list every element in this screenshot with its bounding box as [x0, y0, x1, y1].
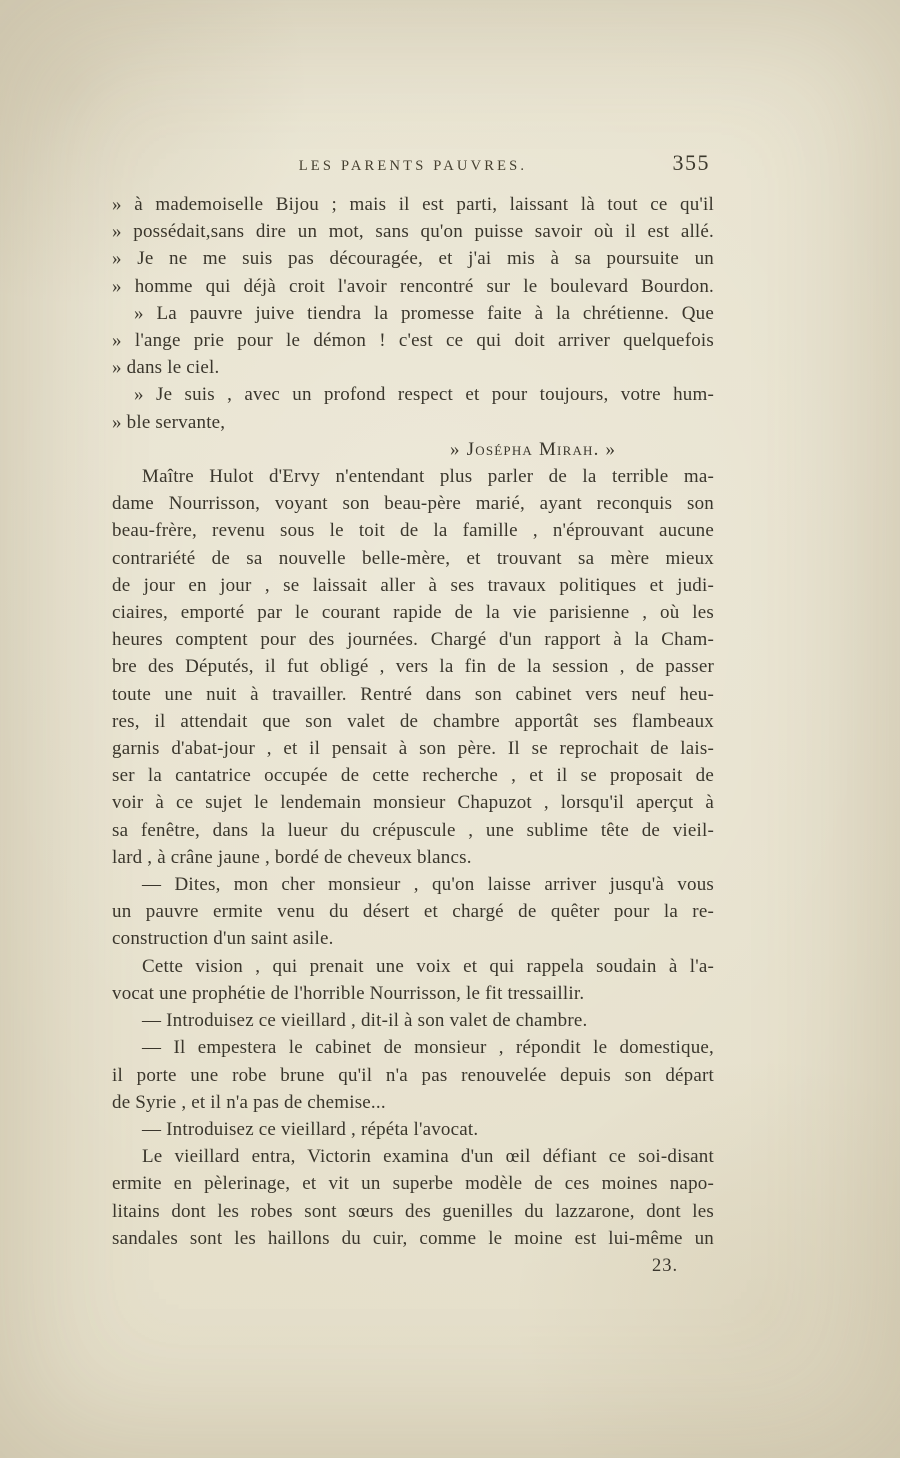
- text-line: toute une nuit à travailler. Rentré dans son cabinet vers neuf heu-: [112, 683, 714, 705]
- text-line: » Je suis , avec un profond respect et pour toujours, votre hum-: [134, 384, 714, 406]
- text-line: vocat une prophétie de l'horrible Nourrisson, le fit tressaillir.: [112, 982, 585, 1004]
- text-line: voir à ce sujet le lendemain monsieur Chapuzot , lorsqu'il aperçut à: [112, 792, 714, 814]
- text-line: Maître Hulot d'Ervy n'entendant plus parler de la terrible ma-: [142, 466, 714, 488]
- text-line: » l'ange prie pour le démon ! c'est ce qui doit arriver quelquefois: [112, 330, 714, 352]
- page-header: [112, 150, 714, 182]
- text-line: — Introduisez ce vieillard , dit-il à son valet de chambre.: [142, 1010, 588, 1032]
- signature-mark: 23.: [652, 1255, 679, 1276]
- running-title: LES PARENTS PAUVRES.: [298, 158, 528, 174]
- text-line: sa fenêtre, dans la lueur du crépuscule , une sublime tête de vieil-: [112, 819, 714, 841]
- text-line: contrariété de sa nouvelle belle-mère, et trouvant sa mère mieux: [112, 547, 714, 569]
- text-line: » possédait,sans dire un mot, sans qu'on puisse savoir où il est allé.: [112, 221, 714, 243]
- text-line: bre des Députés, il fut obligé , vers la fin de la session , de passer: [112, 656, 714, 678]
- text-line: » La pauvre juive tiendra la promesse faite à la chrétienne. Que: [134, 302, 714, 324]
- page-number: 355: [672, 150, 710, 175]
- text-line: il porte une robe brune qu'il n'a pas renouvelée depuis son départ: [112, 1064, 714, 1086]
- text-line: Cette vision , qui prenait une voix et qui rappela soudain à l'a-: [142, 955, 714, 977]
- text-line: » à mademoiselle Bijou ; mais il est parti, laissant là tout ce qu'il: [112, 194, 714, 215]
- text-line: » homme qui déjà croit l'avoir rencontré sur le boulevard Bourdon.: [112, 275, 714, 297]
- text-line: » dans le ciel.: [112, 357, 220, 379]
- text-line: Le vieillard entra, Victorin examina d'un œil défiant ce soi-disant: [142, 1146, 714, 1168]
- page-footer: [652, 1256, 714, 1277]
- text-line: heures comptent pour des journées. Chargé d'un rapport à la Cham-: [112, 629, 714, 651]
- page-text-block: [112, 150, 714, 1277]
- text-line: — Il empestera le cabinet de monsieur , répondit le domestique,: [142, 1037, 714, 1059]
- text-line: de jour en jour , se laissait aller à ses travaux politiques et judi-: [112, 574, 714, 596]
- text-line: lard , à crâne jaune , bordé de cheveux blancs.: [112, 846, 472, 868]
- text-line: construction d'un saint asile.: [112, 928, 334, 950]
- text-line: ciaires, emporté par le courant rapide de la vie parisienne , où les: [112, 602, 714, 624]
- text-line: beau-frère, revenu sous le toit de la famille , n'éprouvant aucune: [112, 520, 714, 542]
- text-line: garnis d'abat-jour , et il pensait à son père. Il se reprochait de lais-: [112, 738, 714, 760]
- text-line: sandales sont les haillons du cuir, comme le moine est lui-même un: [112, 1227, 714, 1249]
- text-line: ser la cantatrice occupée de cette recherche , et il se proposait de: [112, 765, 714, 787]
- text-line: » ble servante,: [112, 411, 226, 433]
- text-line: ermite en pèlerinage, et vit un superbe modèle de ces moines napo-: [112, 1173, 714, 1195]
- text-line: — Dites, mon cher monsieur , qu'on laisse arriver jusqu'à vous: [142, 874, 714, 896]
- text-line: res, il attendait que son valet de chambre apportât ses flambeaux: [112, 710, 714, 732]
- text-line: — Introduisez ce vieillard , répéta l'avocat.: [142, 1118, 479, 1140]
- text-line: litains dont les robes sont sœurs des guenilles du lazzarone, dont les: [112, 1200, 714, 1222]
- page-body: [112, 191, 714, 1252]
- text-line: » Josépha Mirah. »: [450, 438, 617, 460]
- text-line: un pauvre ermite venu du désert et chargé de quêter pour la re-: [112, 901, 714, 923]
- text-line: dame Nourrisson, voyant son beau-père marié, ayant reconquis son: [112, 493, 714, 515]
- text-line: » Je ne me suis pas découragée, et j'ai mis à sa poursuite un: [112, 248, 714, 270]
- text-line: de Syrie , et il n'a pas de chemise...: [112, 1091, 386, 1113]
